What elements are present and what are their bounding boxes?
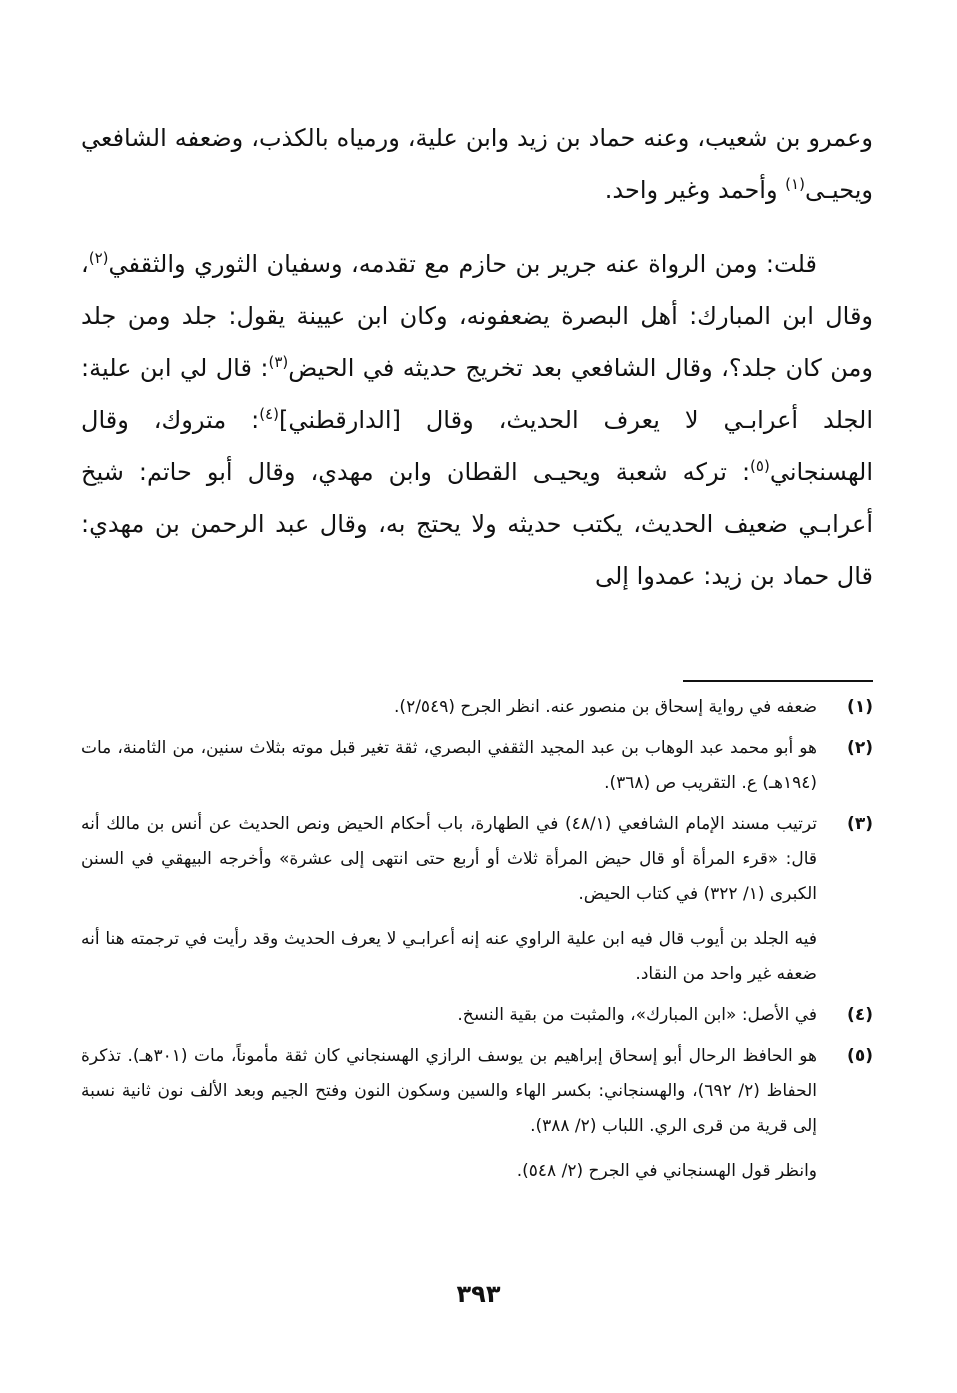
footnote-number: (٤) <box>847 1005 873 1025</box>
paragraph-2-text-4: : متروك، وقال الهسنجاني <box>81 406 873 486</box>
footnote-number: (٥) <box>847 1046 873 1066</box>
footnote-text: ضعفه في رواية إسحاق بن منصور عنه. انظر الجرح (٢/٥٤٩). <box>394 697 817 717</box>
paragraph-1 <box>81 112 873 216</box>
footnote-ref-2: (٢) <box>88 249 109 267</box>
footnote-number: (٣) <box>847 814 873 834</box>
footnote-ref-5: (٥) <box>750 457 770 475</box>
footnote-5 <box>81 1039 873 1189</box>
paragraph-1-text-2: وأحمد وغير واحد. <box>604 176 786 204</box>
footnote-ref-3: (٣) <box>268 353 289 371</box>
footnote-divider <box>683 680 873 682</box>
footnote-text: وانظر قول الهسنجاني في الجرح (٢/ ٥٤٨). <box>516 1161 817 1181</box>
paragraph-2-text-3: : قال لي ابن علية: الجلد أعرابـي لا يعرف الحديث، وقال [الدارقطني] <box>81 354 873 434</box>
footnote-number: (١) <box>847 697 873 717</box>
footnote-4 <box>81 998 873 1033</box>
main-text <box>81 112 873 602</box>
footnote-text: فيه الجلد بن أيوب قال فيه ابن علية الراوي عنه إنه أعرابـي لا يعرف الحديث وقد رأيت في ترجمته هنا أنه ضعفه غير واحد من النقاد. <box>81 929 817 984</box>
footnote-3 <box>81 807 873 992</box>
paragraph-1-text-1: وعمرو بن شعيب، وعنه حماد بن زيد وابن علية، ورمياه بالكذب، وضعفه الشافعي ويحيـى <box>81 124 873 204</box>
footnotes <box>81 690 873 1195</box>
footnote-1 <box>81 690 873 725</box>
footnote-text: في الأصل: «ابن المبارك»، والمثبت من بقية النسخ. <box>457 1005 817 1025</box>
footnote-text: هو الحافظ الرحال أبو إسحاق إبراهيم بن يوسف الرازي الهسنجاني كان ثقة مأموناً، مات (٣٠١هـ). تذكرة الحفاظ (٢/ ٦٩٢)، والهسنجاني: بكسر الهاء والسين وسكون النون وفتح الجيم وبعد الألف نون ثانية نسبة إلى قرية من قرى الري. اللباب (٢/ ٣٨٨). <box>81 1046 818 1136</box>
footnote-body <box>81 998 817 1033</box>
footnote-ref-4: (٤) <box>259 405 279 423</box>
footnote-body <box>81 807 817 992</box>
footnote-ref-1: (١) <box>785 175 805 193</box>
footnote-text: ترتيب مسند الإمام الشافعي (٤٨/١) في الطهارة، باب أحكام الحيض ونص الحديث عن أنس بن مالك أنه قال: «قرء المرأة أو قال حيض المرأة ثلاث أو أربع حتى انتهى إلى عشرة» وأخرجه البيهقي في السنن الكبرى (١/ ٣٢٢) في كتاب الحيض. <box>81 814 817 904</box>
paragraph-2 <box>81 238 873 602</box>
footnote-number: (٢) <box>847 738 873 758</box>
footnote-body <box>81 1039 817 1189</box>
page-number: ٣٩٣ <box>456 1280 501 1308</box>
paragraph-2-text-5: : تركه شعبة ويحيـى القطان وابن مهدي، وقال أبو حاتم: شيخ أعرابـي ضعيف الحديث، يكتب حديثه ولا يحتج به، وقال عبد الرحمن بن مهدي: قال حماد بن زيد: عمدوا إلى <box>81 458 873 590</box>
paragraph-2-text-1: قلت: ومن الرواة عنه جرير بن حازم مع تقدمه، وسفيان الثوري والثقفي <box>108 250 817 278</box>
footnote-body <box>81 690 817 725</box>
paragraph-2-text-2: ، وقال ابن المبارك: أهل البصرة يضعفونه، وكان ابن عيينة يقول: جلد ومن جلد ومن كان جلد؟، وقال الشافعي بعد تخريج حديثه في الحيض <box>81 250 873 382</box>
footnote-body <box>81 731 817 801</box>
footnote-text: هو أبو محمد عبد الوهاب بن عبد المجيد الثقفي البصري، ثقة تغير قبل موته بثلاث سنين، من الثامنة، مات (١٩٤هـ) ع. التقريب ص (٣٦٨). <box>81 738 817 793</box>
footnote-2 <box>81 731 873 801</box>
